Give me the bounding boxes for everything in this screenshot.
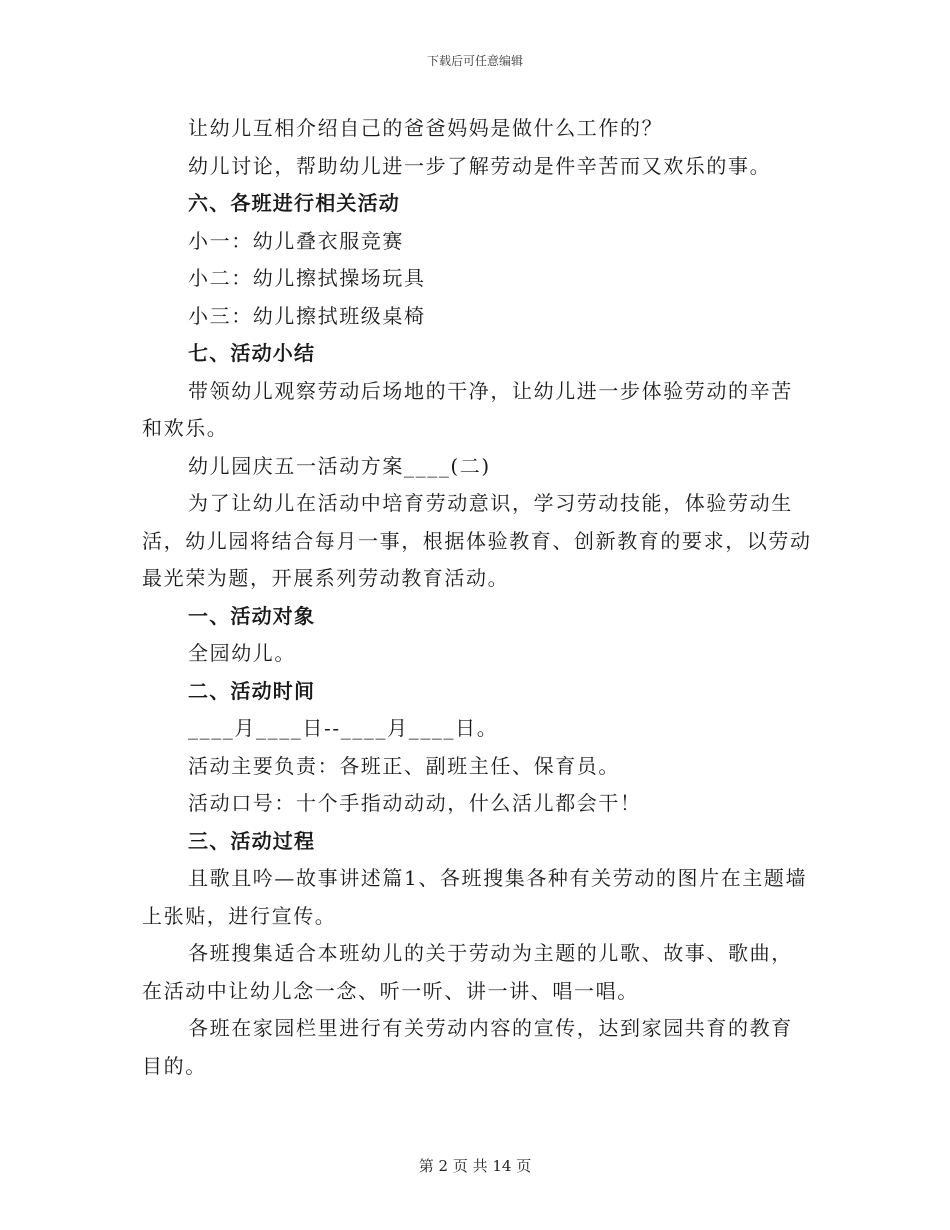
section-heading: 七、活动小结 (188, 341, 316, 365)
paragraph: 带领幼儿观察劳动后场地的干净，让幼儿进一步体验劳动的辛苦和欢乐。 (142, 378, 793, 440)
paragraph: 小三：幼儿擦拭班级桌椅 (188, 303, 426, 328)
paragraph: 小二：幼儿擦拭操场玩具 (188, 266, 426, 290)
paragraph: 各班搜集适合本班幼儿的关于劳动为主题的儿歌、故事、歌曲，在活动中让幼儿念一念、听一听、讲一讲、唱一唱。 (142, 941, 793, 1003)
paragraph: 幼儿讨论，帮助幼儿进一步了解劳动是件辛苦而又欢乐的事。 (188, 153, 772, 178)
paragraph: 幼儿园庆五一活动方案____(二) (188, 453, 491, 478)
section-heading: 六、各班进行相关活动 (188, 191, 400, 215)
paragraph: ____月____日--____月____日。 (188, 716, 499, 740)
section-heading: 三、活动过程 (188, 828, 316, 853)
paragraph: 各班在家园栏里进行有关劳动内容的宣传，达到家园共育的教育目的。 (142, 1016, 793, 1078)
paragraph: 为了让幼儿在活动中培育劳动意识，学习劳动技能，体验劳动生活，幼儿园将结合每月一事，根据体验教育、创新教育的要求，以劳动最光荣为题，开展系列劳动教育活动。 (142, 491, 812, 590)
paragraph: 小一：幼儿叠衣服竞赛 (188, 228, 404, 253)
section-heading: 二、活动时间 (188, 678, 316, 703)
document-body (142, 110, 812, 1085)
paragraph: 活动口号：十个手指动动动，什么活儿都会干！ (188, 791, 642, 815)
page-footer: 第 2 页 共 14 页 (418, 1157, 532, 1175)
paragraph: 且歌且吟—故事讲述篇1、各班搜集各种有关劳动的图片在主题墙上张贴，进行宣传。 (142, 866, 808, 928)
paragraph: 全园幼儿。 (188, 641, 296, 665)
section-heading: 一、活动对象 (188, 603, 316, 628)
paragraph: 活动主要负责：各班正、副班主任、保育员。 (188, 753, 620, 778)
paragraph: 让幼儿互相介绍自己的爸爸妈妈是做什么工作的？ (188, 116, 664, 140)
page-header: 下载后可任意编辑 (426, 54, 523, 68)
